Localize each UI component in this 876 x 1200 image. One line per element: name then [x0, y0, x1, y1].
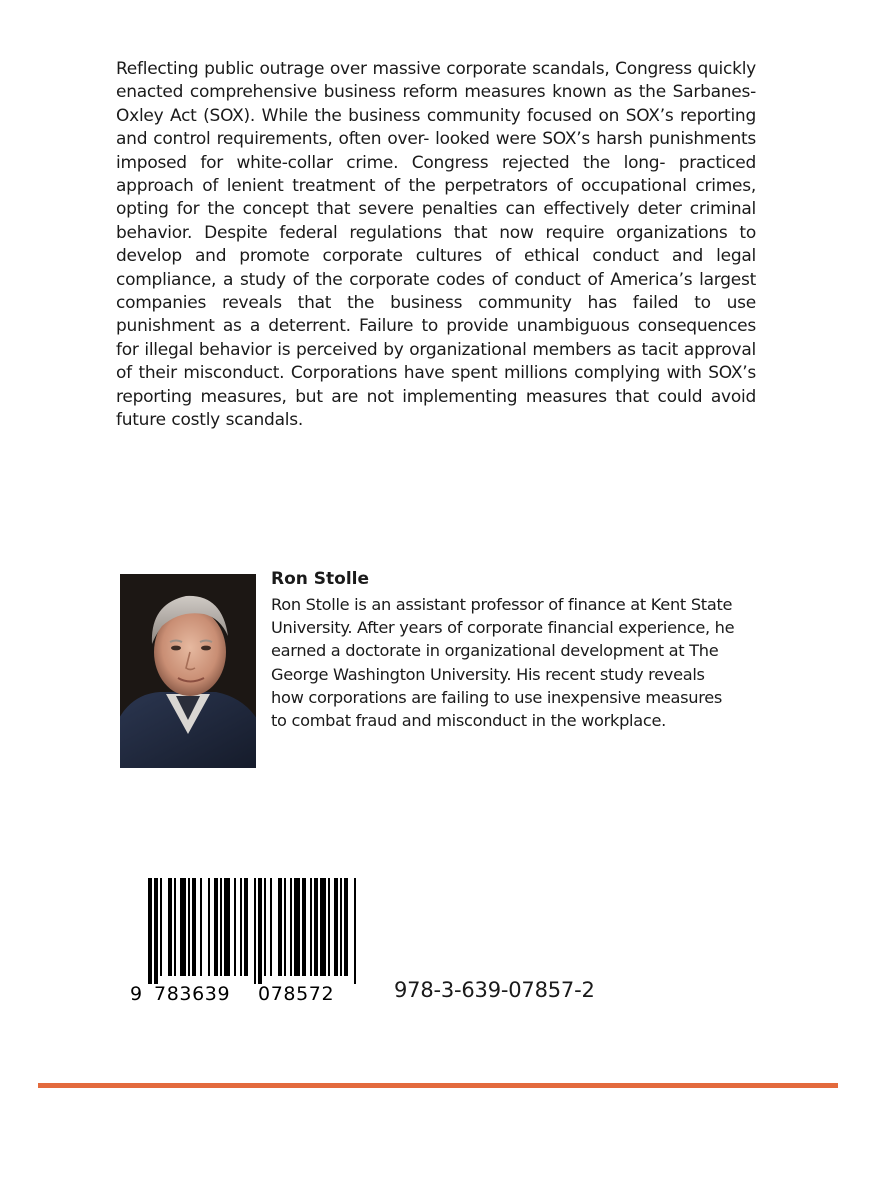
barcode-bar [340, 878, 342, 976]
barcode-bar [244, 878, 248, 976]
barcode-bar [310, 878, 312, 976]
barcode-bar [270, 878, 272, 976]
barcode-bar [214, 878, 218, 976]
barcode-digit-prefix: 9 [130, 983, 143, 1005]
author-portrait-image [120, 574, 256, 768]
barcode-bar [200, 878, 202, 976]
author-bio: Ron Stolle is an assistant professor of finance at Kent State University. After years of corporate financial experience, he earned a doctorate in organizational development at The George Washington University. His recent study reveals how corporations are failing to use inexpensive measures to combat fraud and misconduct in the workplace. [271, 595, 735, 731]
author-photo [120, 574, 256, 768]
barcode-bar [258, 878, 262, 984]
barcode-bar [188, 878, 190, 976]
barcode-bar [302, 878, 306, 976]
barcode-bar [320, 878, 326, 976]
barcode-bar [344, 878, 348, 976]
barcode-bar [334, 878, 338, 976]
barcode-bar [240, 878, 242, 976]
barcode-digits-right: 078572 [258, 983, 335, 1005]
barcode-bar [234, 878, 236, 976]
back-cover-blurb: Reflecting public outrage over massive corporate scandals, Congress quickly enacted comprehensive business reform measures known as the Sarbanes-Oxley Act (SOX). While the business community focused on SOX’s reporting and control requirements, often over- looked were SOX’s harsh punishments imposed for white-collar crime. Congress rejected the long- practiced approach of lenient treatment of the perpetrators of occupational crimes, opting for the concept that severe penalties can effectively deter criminal behavior. Despite federal regulations that now require organizations to develop and promote corporate cultures of ethical conduct and legal compliance, a study of the corporate codes of conduct of America’s largest companies reveals that the business community has failed to use punishment as a deterrent. Failure to provide unambiguous consequences for illegal behavior is perceived by organizational members as tacit approval of their misconduct. Corporations have spent millions complying with SOX’s reporting measures, but are not implementing measures that could avoid future costly scandals. [116, 59, 756, 431]
barcode-bar [180, 878, 186, 976]
barcode-bar [290, 878, 292, 976]
barcode-bar [328, 878, 330, 976]
barcode-digits-left: 783639 [154, 983, 231, 1005]
barcode-bar [192, 878, 196, 976]
barcode-bar [284, 878, 286, 976]
barcode-bar [224, 878, 230, 976]
footer-accent-rule [38, 1083, 838, 1088]
barcode-bar [278, 878, 282, 976]
barcode-bar [208, 878, 210, 976]
isbn-number: 978-3-639-07857-2 [394, 978, 595, 1002]
barcode-bar [168, 878, 172, 976]
barcode-bar [314, 878, 318, 976]
barcode-bar [174, 878, 176, 976]
barcode-bar [354, 878, 356, 984]
author-name: Ron Stolle [271, 569, 370, 589]
barcode-bar [254, 878, 256, 984]
barcode-bar [160, 878, 162, 976]
barcode-bar [264, 878, 266, 976]
barcode-bar [148, 878, 152, 984]
isbn-barcode [124, 876, 370, 1006]
barcode-bar [154, 878, 158, 984]
barcode-bar [294, 878, 300, 976]
barcode-bar [220, 878, 222, 976]
